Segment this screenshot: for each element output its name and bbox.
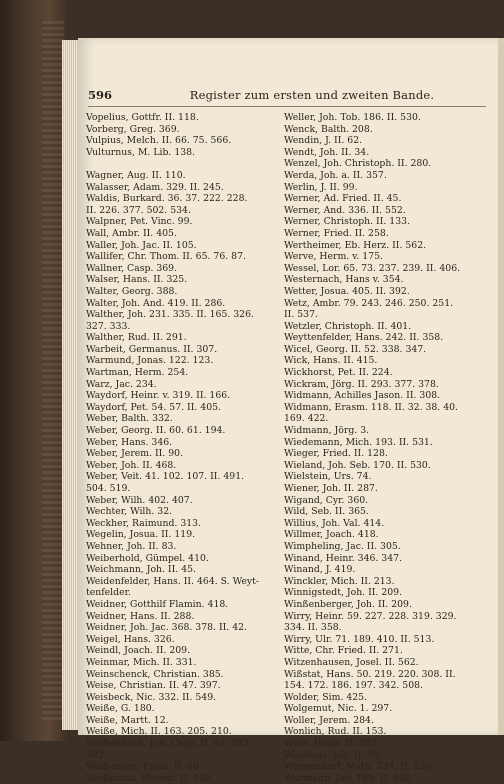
index-entry: Werlin, J. II. 99. [284,181,358,193]
index-entry: Wendin, J. II. 62. [284,135,363,147]
index-entry: Witte, Chr. Fried. II. 271. [284,645,403,657]
index-entry: Waydorf, Heinr. v. 319. II. 166. [86,390,231,402]
index-entry: Wetz, Ambr. 79. 243. 246. 250. 251. [284,297,454,309]
index-entry: Wartman, Herm. 254. [86,367,189,379]
index-entry: Weinmar, Mich. II. 331. [86,656,197,668]
index-entry: Werda, Joh. a. II. 357. [284,169,387,181]
index-column-left [86,112,261,784]
index-entry: Wallifer, Chr. Thom. II. 65. 76. 87. [86,251,246,263]
index-entry: Werve, Herm. v. 175. [284,251,383,263]
index-entry [86,158,261,170]
index-entry: Vorberg, Greg. 369. [86,123,180,135]
index-entry: Wall, Ambr. II. 405. [86,227,177,239]
index-entry: Wenzel, Joh. Christoph. II. 280. [284,158,432,170]
index-entry: Wehner, Joh. II. 83. [86,540,177,552]
index-entry: Waller, Joh. Jac. II. 105. [86,239,197,251]
index-entry: Wurgendorf, Math. 234. II. 535. [284,761,435,773]
index-entry: 334. II. 358. [284,622,342,634]
page-edges-left [42,20,64,720]
index-entry: Wetzler, Christoph. II. 401. [284,320,412,332]
index-entry: Walpner, Pet. Vinc. 99. [86,216,193,228]
index-entry: Weidner, Hans. II. 288. [86,610,195,622]
index-entry: Weiße, G. 180. [86,703,155,715]
index-entry: Wieland, Joh. Seb. 170. II. 530. [284,459,431,471]
index-entry: Werner, Ad. Fried. II. 45. [284,193,402,205]
index-entry: Weidner, Joh. Jac. 368. 378. II. 42. [86,622,248,634]
index-entry: Walther, Joh. 231. 335. II. 165. 326. [86,309,254,321]
index-entry: Vulturnus, M. Lib. 138. [86,146,196,158]
index-entry: II. 537. [284,309,318,321]
index-entry: Wiedemann, Mich. 193. II. 531. [284,436,433,448]
index-entry: Weindl, Joach. II. 209. [86,645,191,657]
index-entry: Warmund, Jonas. 122. 123. [86,355,214,367]
index-entry: Werner, Christoph. II. 133. [284,216,410,228]
index-entry: Westernach, Hans v. 354. [284,274,404,286]
page-header [88,88,486,106]
page-edge-right [498,38,504,735]
index-entry: Wagner, Aug. II. 110. [86,169,186,181]
index-entry: Walter, Georg. 388. [86,285,178,297]
index-entry: Walser, Hans. II. 325. [86,274,188,286]
index-entry: Wolder, Sim. 425. [284,691,368,703]
index-entry: Witzenhausen, Josel. II. 562. [284,656,419,668]
index-entry: Warbeit, Germanus. II. 307. [86,343,218,355]
index-entry: Vopelius, Gottfr. II. 118. [86,112,199,123]
index-entry: Vulpius, Melch. II. 66. 75. 566. [86,135,232,147]
index-entry: Weyttenfelder, Hans. 242. II. 358. [284,332,444,344]
index-entry: Weichmann, Joh. II. 45. [86,564,196,576]
index-entry: Weigel, Hans. 326. [86,633,175,645]
index-entry: Weber, Joh. II. 468. [86,459,177,471]
index-entry: Weißmann, Ehrenr. II. 108. [86,772,214,784]
index-entry: Wielstein, Urs. 74. [284,471,372,483]
index-entry: Weißenbach, Joh. Casp. II. 48. 293. [86,738,252,750]
index-entry: Werner, Fried. II. 258. [284,227,389,239]
index-entry: Weber, Balth. 332. [86,413,173,425]
index-entry: Wetter, Josua. 405. II. 392. [284,285,410,297]
index-entry: Wolgemut, Nic. 1. 297. [284,703,393,715]
index-entry: Winand, J. 419. [284,564,356,576]
index-entry: Weisbeck, Nic. 332. II. 549. [86,691,217,703]
index-entry: Weber, Wilh. 402. 407. [86,494,193,506]
index-entry: Winnigstedt, Joh. II. 209. [284,587,403,599]
index-entry: Weber, Georg. II. 60. 61. 194. [86,425,226,437]
index-column-right [284,112,459,784]
index-entry: Willius, Joh. Val. 414. [284,517,385,529]
index-entry: Wickhorst, Pet. II. 224. [284,367,393,379]
index-entry: Waydorf, Pet. 54. 57. II. 405. [86,401,221,413]
index-entry: Wegelin, Josua. II. 119. [86,529,196,541]
index-entry: Wenck, Balth. 208. [284,123,373,135]
index-entry: Wimpheling, Jac. II. 305. [284,540,401,552]
index-entry: Wendt, Joh. II. 34. [284,146,370,158]
index-entry: Weise, Christian. II. 47. 397. [86,680,221,692]
index-entry: Weiberhold, Gümpel. 410. [86,552,209,564]
running-title: Register zum ersten und zweiten Bande. [189,88,435,102]
index-entry: Waldis, Burkard. 36. 37. 222. 228. [86,193,248,205]
index-entry: Wild, Seb. II. 365. [284,506,369,518]
index-entry: Widmann, Erasm. 118. II. 32. 38. 40. [284,401,459,413]
index-entry: tenfelder. [86,587,131,599]
index-entry: Werner, And. 336. II. 552. [284,204,406,216]
index-entry: Weinschenck, Christian. 385. [86,668,224,680]
index-entry: Wüsthols, Joh. II. 79. [284,749,383,761]
index-entry: Walter, Joh. And. 419. II. 286. [86,297,226,309]
index-entry: Woller, Jerem. 284. [284,714,374,726]
header-rule [88,106,486,107]
index-entry: II. 226. 377. 502. 534. [86,204,191,216]
index-entry: Walasser, Adam. 329. II. 245. [86,181,224,193]
index-entry: 504. 519. [86,483,131,494]
index-entry: Wigand, Cyr. 360. [284,494,369,506]
index-entry: Weiße, Mich. II. 163. 205. 210. [86,726,232,738]
book-page [78,38,498,784]
index-entry: Wechter, Wilh. 32. [86,506,173,518]
index-entry: Wick, Hans. II. 415. [284,355,378,367]
index-entry: Weiße, Martt. 12. [86,714,169,726]
index-entry: Wirry, Ulr. 71. 189. 410. II. 513. [284,633,435,645]
index-entry: 392. [86,749,107,761]
index-entry: Wessel, Lor. 65. 73. 237. 239. II. 406. [284,262,461,274]
index-entry: Winand, Heinr. 346. 347. [284,552,403,564]
index-entry: Wertheimer, Eb. Herz. II. 562. [284,239,427,251]
index-entry: Weber, Hans. 346. [86,436,173,448]
index-entry: Weidner, Gotthilf Flamin. 418. [86,598,229,610]
index-entry: Winckler, Mich. II. 213. [284,575,395,587]
index-entry: Wallner, Casp. 369. [86,262,178,274]
index-entry: Warz, Jac. 234. [86,378,157,390]
index-entry: Wieger, Fried. II. 128. [284,448,388,460]
index-entry: Wicel, Georg. II. 52. 338. 347. [284,343,427,355]
index-entry: 154. 172. 186. 197. 342. 508. [284,680,423,692]
index-entry: 327. 333. [86,320,131,332]
index-entry: Weißensee, Fried. II. 60. [86,761,202,773]
index-entry: Weber, Veit. 41. 102. 107. II. 491. [86,471,245,483]
index-entry: Weber, Jerem. II. 90. [86,448,184,460]
index-entry: Wüst, Heinr. II. 287. [284,738,380,750]
index-entry: Weidenfelder, Hans. II. 464. S. Weyt- [86,575,260,587]
index-entry: Weckher, Raimund. 313. [86,517,202,529]
index-entry: Wißstat, Hans. 50. 219. 220. 308. II. [284,668,456,680]
index-entry: Wiener, Joh. II. 287. [284,483,378,494]
index-entry: Wurmann, Jac. 189. II. 530. [284,772,414,784]
page-number: 596 [88,88,113,102]
index-entry: Weller, Joh. Tob. 186. II. 530. [284,112,421,123]
index-entry: Wonlich, Rud. II. 153. [284,726,387,738]
index-entry: Widmann, Achilles Jason. II. 308. [284,390,441,402]
index-entry: Willmer, Joach. 418. [284,529,379,541]
book-binding [0,0,70,741]
index-entry: Wickram, Jörg. II. 293. 377. 378. [284,378,439,390]
index-entry: Walther, Rud. II. 291. [86,332,187,344]
index-entry: 169. 422. [284,413,329,425]
index-entry: Wirry, Heinr. 59. 227. 228. 319. 329. [284,610,457,622]
index-entry: Widmann, Jörg. 3. [284,425,370,437]
index-entry: Winßenberger, Joh. II. 209. [284,598,412,610]
